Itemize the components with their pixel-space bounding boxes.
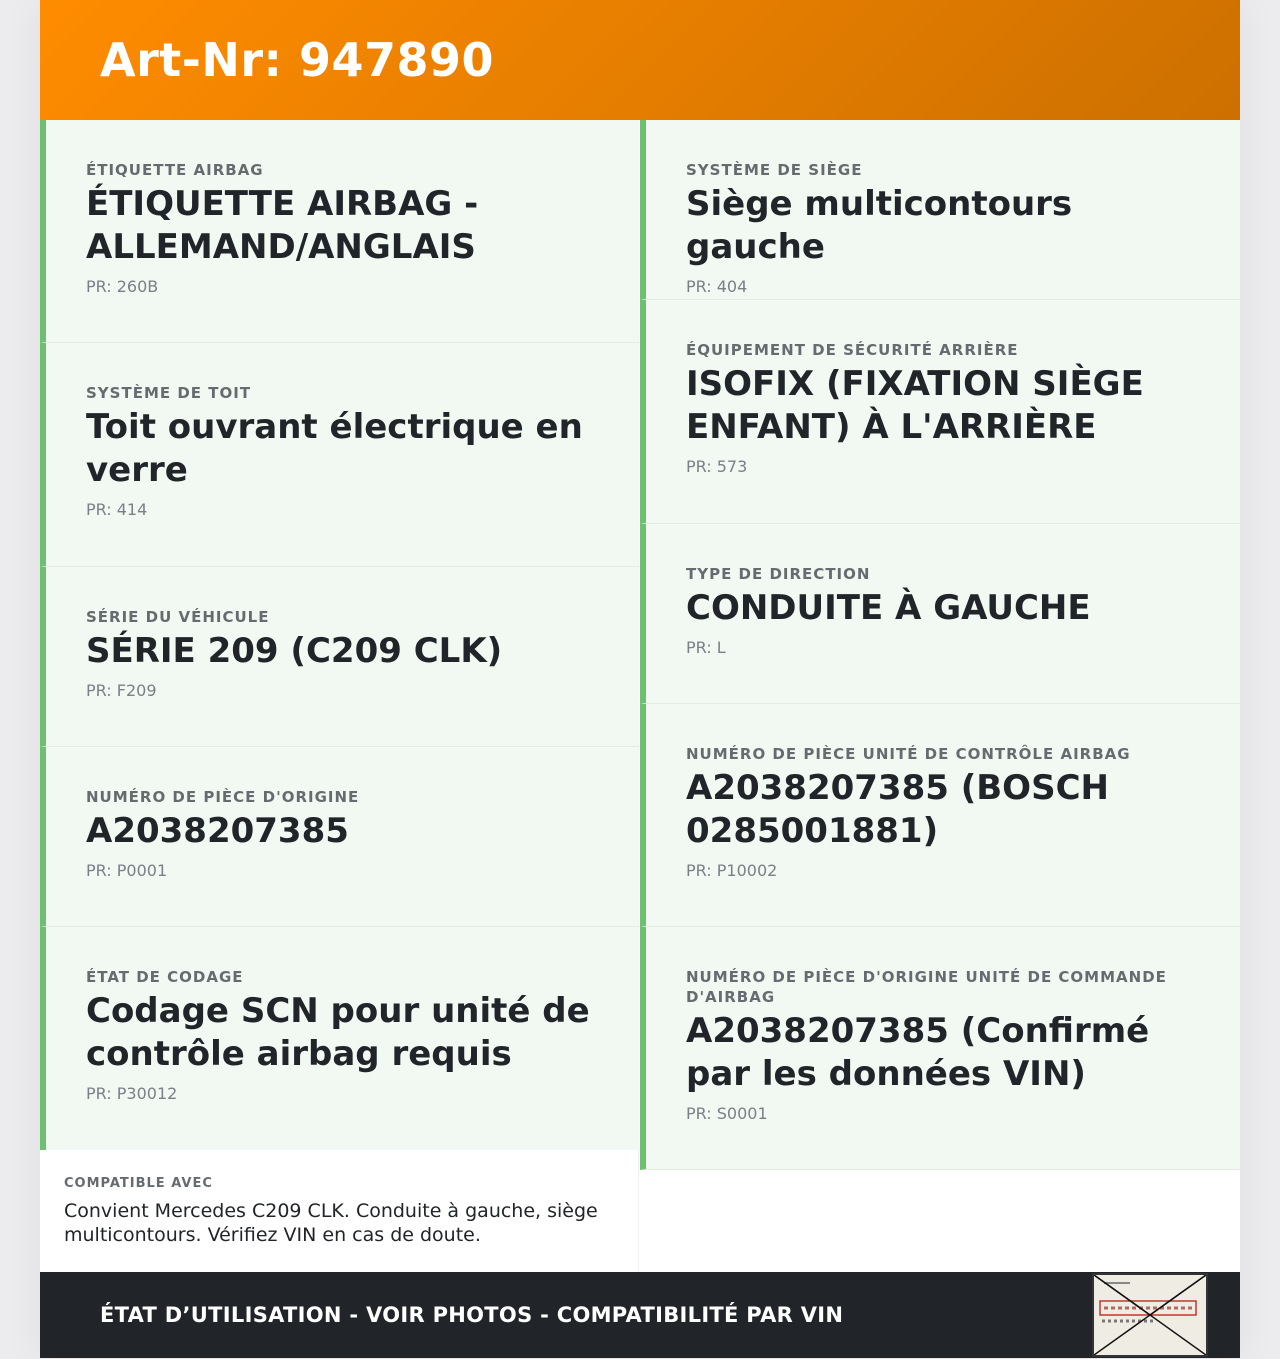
- spec-card-airbag-unit-oem-number: [640, 927, 1240, 1170]
- spec-label: ÉTAT DE CODAGE: [86, 968, 244, 986]
- spec-pr-code: PR: P30012: [86, 1084, 178, 1103]
- spec-pr-code: PR: S0001: [686, 1104, 768, 1123]
- spec-value: A2038207385 (BOSCH 0285001881): [686, 768, 1109, 851]
- spec-value: Siège multicontours gauche: [686, 184, 1073, 267]
- page: [40, 0, 1240, 1358]
- spec-value: Toit ouvrant électrique en verre: [86, 407, 583, 490]
- spec-value: Codage SCN pour unité de contrôle airbag requis: [86, 991, 590, 1074]
- spec-value: A2038207385 (Confirmé par les données VIN): [686, 1011, 1150, 1094]
- spec-label: NUMÉRO DE PIÈCE D'ORIGINE UNITÉ DE COMMANDE D'AIRBAG: [686, 968, 1167, 1006]
- spec-card-vehicle-series: [40, 567, 639, 747]
- spec-card-oem-part-number: [40, 747, 639, 927]
- spec-card-steering-type: [640, 524, 1240, 704]
- spec-value: ISOFIX (FIXATION SIÈGE ENFANT) À L'ARRIÈRE: [686, 364, 1144, 447]
- spec-pr-code: PR: F209: [86, 681, 157, 700]
- spec-card-coding-state: [40, 927, 639, 1151]
- spec-grid: [40, 120, 1240, 1272]
- spec-label: SÉRIE DU VÉHICULE: [86, 608, 270, 626]
- spec-label: SYSTÈME DE SIÈGE: [686, 161, 863, 179]
- spec-pr-code: PR: 414: [86, 500, 148, 519]
- header: [40, 0, 1240, 120]
- spec-card-airbag-label: [40, 120, 639, 343]
- spec-value: ÉTIQUETTE AIRBAG - ALLEMAND/ANGLAIS: [86, 184, 479, 267]
- spec-card-seat-system: [640, 120, 1240, 300]
- spec-card-roof-system: [40, 343, 639, 567]
- spec-pr-code: PR: L: [686, 638, 726, 657]
- spec-pr-code: PR: 573: [686, 457, 748, 476]
- spec-value: CONDUITE À GAUCHE: [686, 588, 1091, 628]
- spec-pr-code: PR: P10002: [686, 861, 778, 880]
- spec-label: ÉQUIPEMENT DE SÉCURITÉ ARRIÈRE: [686, 341, 1019, 359]
- label-photo-icon: [1094, 1275, 1206, 1355]
- spec-value: A2038207385: [86, 811, 349, 851]
- compatibility-label: COMPATIBLE AVEC: [64, 1176, 213, 1191]
- page-title: Art-Nr: 947890: [100, 33, 495, 87]
- footer-bar: [40, 1272, 1240, 1358]
- spec-pr-code: PR: P0001: [86, 861, 168, 880]
- spec-value: SÉRIE 209 (C209 CLK): [86, 631, 503, 671]
- compatibility-text: Convient Mercedes C209 CLK. Conduite à gauche, siège multicontours. Vérifiez VIN en cas de doute.: [64, 1200, 598, 1246]
- spec-label: NUMÉRO DE PIÈCE D'ORIGINE: [86, 788, 360, 806]
- footer-text: ÉTAT D’UTILISATION - VOIR PHOTOS - COMPATIBILITÉ PAR VIN: [100, 1303, 844, 1327]
- label-photo-thumbnail[interactable]: [1092, 1273, 1208, 1357]
- spec-pr-code: PR: 404: [686, 277, 748, 296]
- compatibility-box: [40, 1150, 639, 1272]
- spec-label: ÉTIQUETTE AIRBAG: [86, 161, 264, 179]
- spec-label: SYSTÈME DE TOIT: [86, 384, 252, 402]
- spec-card-rear-safety: [640, 300, 1240, 524]
- spec-label: NUMÉRO DE PIÈCE UNITÉ DE CONTRÔLE AIRBAG: [686, 745, 1131, 763]
- spec-card-airbag-unit-part-number: [640, 704, 1240, 927]
- spec-pr-code: PR: 260B: [86, 277, 159, 296]
- spec-label: TYPE DE DIRECTION: [686, 565, 871, 583]
